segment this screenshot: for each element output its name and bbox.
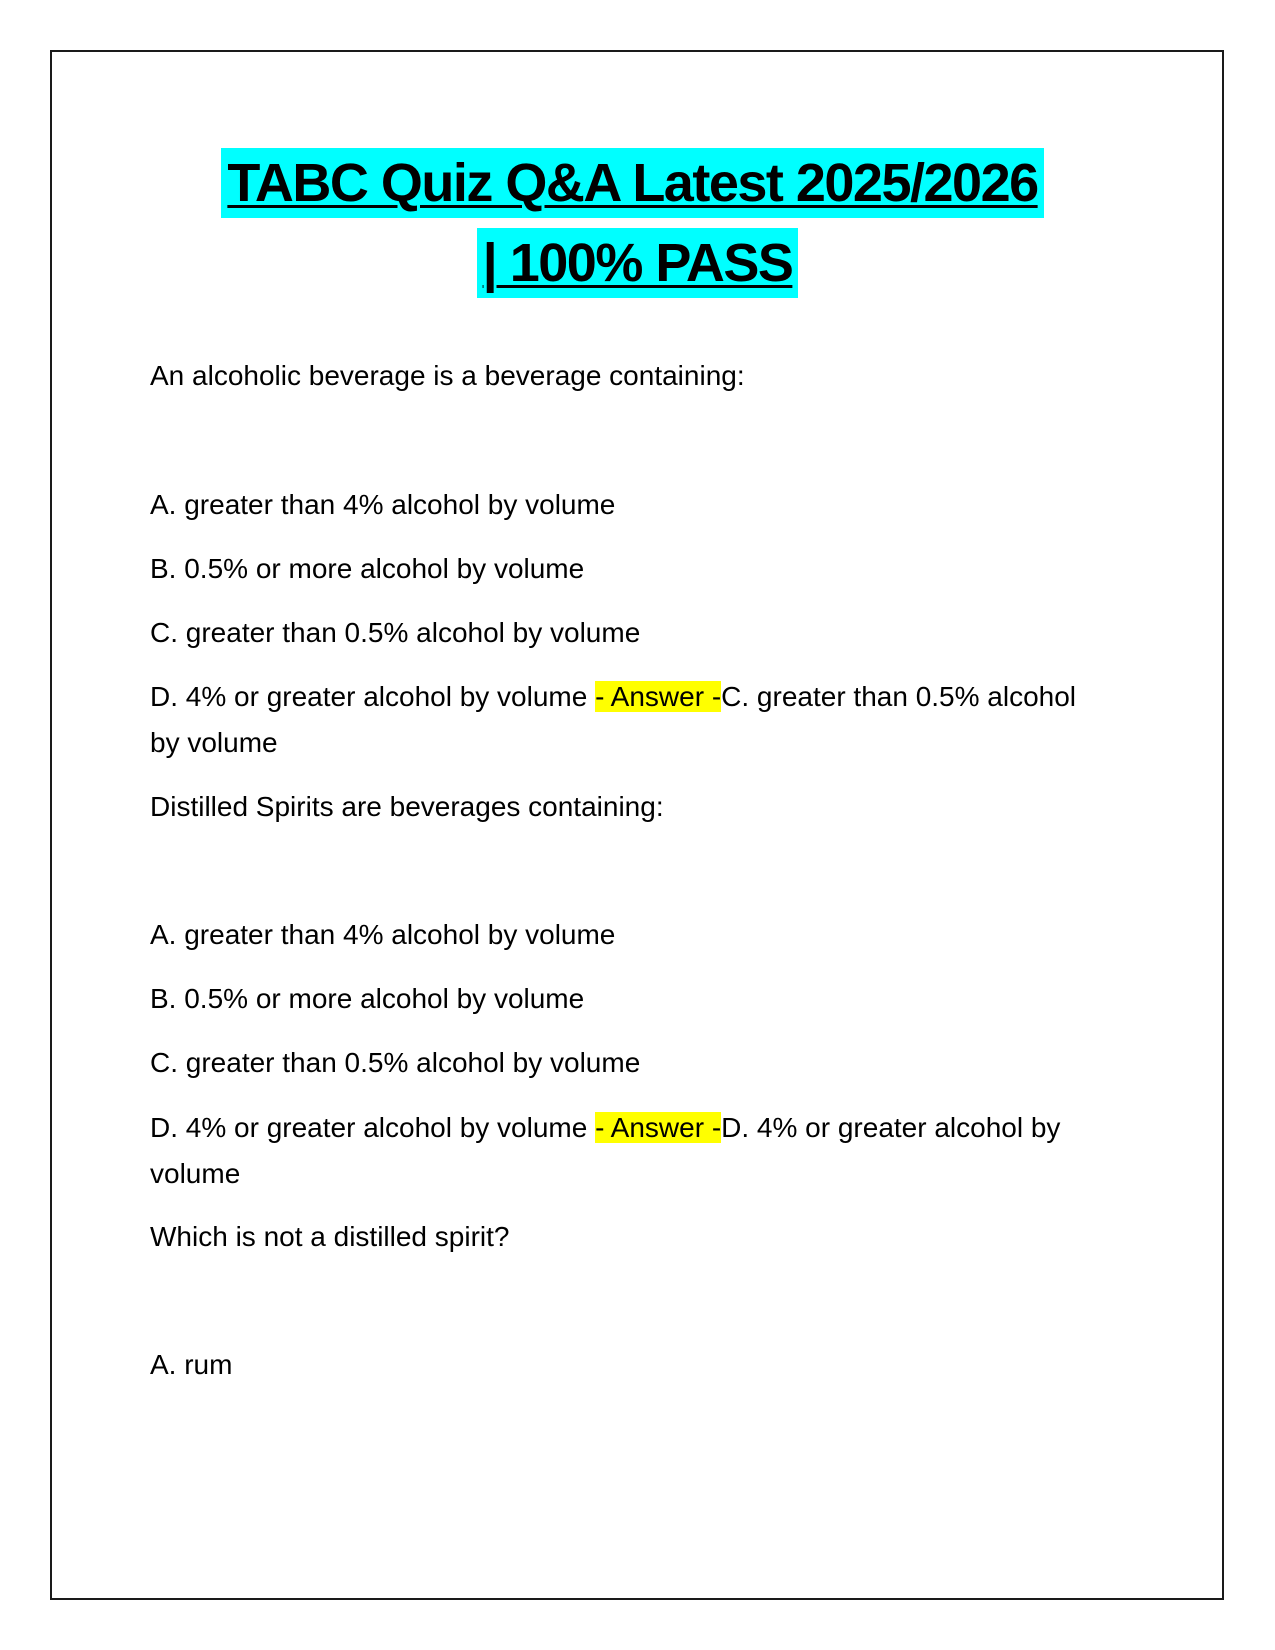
question-2-answer-text: D. 4% or greater alcohol by volume bbox=[150, 1112, 1061, 1189]
question-2-option-d bbox=[150, 1105, 1110, 1197]
question-2-option-b: B. 0.5% or more alcohol by volume bbox=[150, 983, 585, 1014]
question-2-prompt: Distilled Spirits are beverages containing: bbox=[150, 791, 664, 822]
question-1-answer-marker: - Answer - bbox=[595, 681, 722, 712]
question-2-answer-marker: - Answer - bbox=[595, 1112, 722, 1143]
question-1-option-a: A. greater than 4% alcohol by volume bbox=[150, 489, 616, 520]
question-1-option-b: B. 0.5% or more alcohol by volume bbox=[150, 553, 585, 584]
title-line-2: | 100% PASS bbox=[477, 228, 799, 298]
question-1-answer-text: C. greater than 0.5% alcohol by volume bbox=[150, 681, 1077, 758]
question-2-option-a: A. greater than 4% alcohol by volume bbox=[150, 919, 616, 950]
question-1-option-c: C. greater than 0.5% alcohol by volume bbox=[150, 617, 641, 648]
question-3-option-a: A. rum bbox=[150, 1349, 233, 1380]
document-title bbox=[0, 148, 1275, 308]
question-2-option-c: C. greater than 0.5% alcohol by volume bbox=[150, 1047, 641, 1078]
title-line-1: TABC Quiz Q&A Latest 2025/2026 bbox=[221, 148, 1043, 218]
question-1-option-d-text: D. 4% or greater alcohol by volume bbox=[150, 681, 596, 712]
question-1-option-d bbox=[150, 674, 1110, 766]
question-2-option-d-text: D. 4% or greater alcohol by volume bbox=[150, 1112, 596, 1143]
question-1-prompt: An alcoholic beverage is a beverage containing: bbox=[150, 360, 745, 391]
question-3-prompt: Which is not a distilled spirit? bbox=[150, 1221, 510, 1252]
